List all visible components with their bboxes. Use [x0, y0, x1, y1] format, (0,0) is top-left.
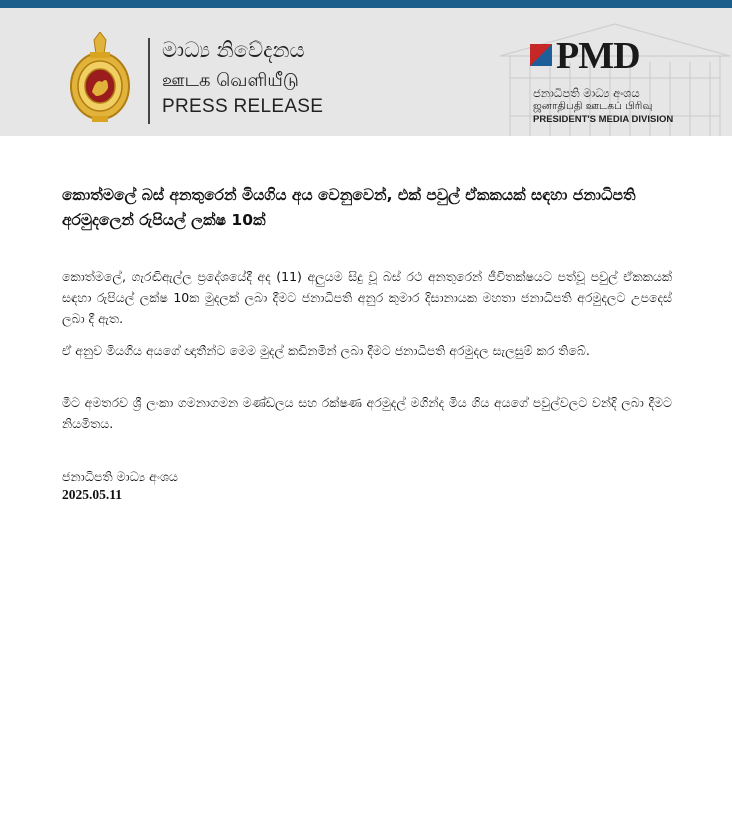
paragraph-1: කොත්මලේ, ගැරඬිඇල්ල ප්‍රදේශයේදී අද (11) අලුයම සිදු වූ බස් රථ අනතුරෙන් ජීවිතක්ෂයට පත්වූ පවුල් ඒකකයක් සඳහා රුපියල් ලක්ෂ 10ක මුදලක් ලබා දීමට ජනාධිපති අනුර කුමාර දිසානායක මහතා ජනාධිපති අරමුදලට උපදෙස් ලබා දී ඇත.	[62, 269, 672, 326]
top-accent-bar	[0, 0, 732, 8]
paragraph-3: මීට අමතරව ශ්‍රී ලංකා ගමනාගමන මණ්ඩලය සහ රක්ෂණ අරමුදල් මගින්ද මිය ගිය අයගේ පවුල්වලට වන්දි ලබා දීමට නියමිතය.	[62, 395, 672, 431]
pmd-logo-mark-icon	[530, 44, 552, 66]
pmd-logo-text: PMD	[556, 35, 640, 77]
header-title-english: PRESS RELEASE	[162, 96, 324, 117]
header-title-tamil: ஊடக வெளியீடு	[162, 70, 299, 91]
header-divider	[148, 38, 150, 124]
pmd-name-tamil: ஜனாதிபதி ஊடகப் பிரிவு	[533, 100, 653, 112]
press-release-title: කොත්මලේ බස් අනතුරෙන් මියගිය අය වෙනුවෙන්, එක් පවුල් ඒකකයක් සඳහා ජනාධිපති අරමුදලෙන් රුපියල් ලක්ෂ 10ක්	[62, 186, 636, 229]
pmd-name-sinhala: ජනාධිපති මාධ්‍ය අංශය	[533, 86, 640, 100]
national-emblem-icon	[68, 32, 132, 124]
pmd-name-english: PRESIDENT'S MEDIA DIVISION	[533, 114, 674, 125]
press-release-header	[0, 8, 732, 136]
paragraph-2: ඒ අනුව මියගිය අයගේ ඥාතීන්ට මෙම මුදල් කඩිනමින් ලබා දීමට ජනාධිපති අරමුදල සැලසුම් කර තිබේ.	[62, 343, 590, 358]
release-date: 2025.05.11	[62, 487, 123, 502]
header-title-sinhala: මාධ්‍ය නිවේදනය	[162, 38, 305, 62]
signature-line: ජනාධිපති මාධ්‍ය අංශය	[62, 469, 178, 484]
